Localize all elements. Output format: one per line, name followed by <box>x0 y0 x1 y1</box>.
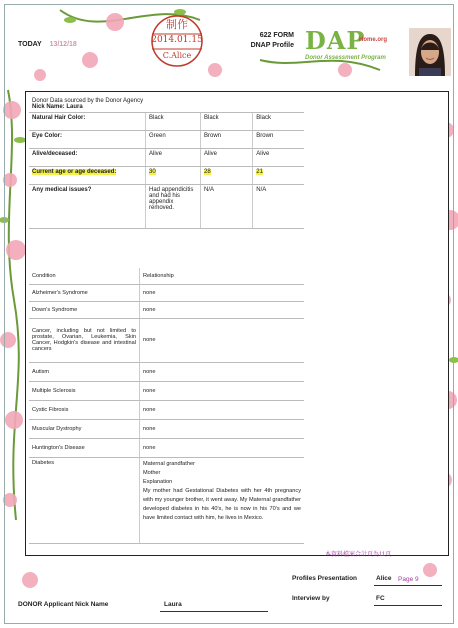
stamp-top-text: 制作 <box>166 18 188 31</box>
cell: N/A <box>201 185 253 229</box>
cell: Black <box>201 113 253 131</box>
source-note: Donor Data sourced by the Donor Agency <box>32 98 144 104</box>
logo-site: Home.org <box>359 37 388 43</box>
condition-cell: Diabetes <box>29 457 140 543</box>
cell-highlighted: 21 <box>256 169 263 175</box>
table-row <box>29 167 304 185</box>
form-number: 622 FORM <box>259 32 294 39</box>
relationship-cell: none <box>140 284 305 301</box>
presentation-underline <box>374 585 442 586</box>
relationship-cell: none <box>140 318 305 362</box>
form-name: DNAP Profile <box>250 42 294 49</box>
condition-cell: Alzheimer's Syndrome <box>29 284 140 301</box>
condition-cell: Huntington's Disease <box>29 438 140 457</box>
column-header: Condition <box>29 268 140 284</box>
row-label: Eye Color: <box>29 131 146 149</box>
cell: Brown <box>201 131 253 149</box>
table-row <box>29 381 304 400</box>
relationship-cell: none <box>140 301 305 318</box>
relationship-cell: none <box>140 400 305 419</box>
page-number: Page 9 <box>398 576 419 583</box>
condition-cell: Muscular Dystrophy <box>29 419 140 438</box>
cell: Had appendicitis and had his appendix removed. <box>146 185 201 229</box>
table-row <box>29 301 304 318</box>
table-row <box>29 457 304 543</box>
condition-cell: Down's Syndrome <box>29 301 140 318</box>
cell: Alive <box>146 149 201 167</box>
interview-label: Interview by <box>292 595 330 602</box>
relationship-cell: none <box>140 438 305 457</box>
cell: Black <box>253 113 304 131</box>
cell-highlighted: 30 <box>149 169 156 175</box>
table-row <box>29 362 304 381</box>
form-title <box>236 31 294 51</box>
row-label-highlighted: Current age or age deceased: <box>32 169 117 175</box>
interview-underline <box>374 605 442 606</box>
dap-logo <box>305 26 386 61</box>
presentation-label: Profiles Presentation <box>292 575 358 582</box>
table-header-row <box>29 268 304 284</box>
table-row <box>29 149 304 167</box>
cell: Green <box>146 131 201 149</box>
table-row <box>29 185 304 229</box>
logo-subtitle: Donor Assessment Program <box>305 55 386 61</box>
relationship-cell: none <box>140 419 305 438</box>
column-header: Relationship <box>140 268 305 284</box>
applicant-value: Laura <box>164 601 182 608</box>
row-label: Any medical issues? <box>29 185 146 229</box>
table-row <box>29 419 304 438</box>
cell: Alive <box>253 149 304 167</box>
condition-cell: Cancer, including but not limited to prostate, Ovarian, Leukemia, Skin Cancer, Hodgkin's disease and intestinal cancers <box>29 318 140 362</box>
table-row <box>29 400 304 419</box>
relationship-cell: none <box>140 362 305 381</box>
table-row <box>29 438 304 457</box>
cell: Alive <box>201 149 253 167</box>
source-row <box>29 96 304 113</box>
table-row <box>29 284 304 301</box>
condition-cell: Cystic Fibrosis <box>29 400 140 419</box>
stamp-name: C.Alice <box>162 51 192 60</box>
condition-cell: Autism <box>29 362 140 381</box>
cell: Brown <box>253 131 304 149</box>
approval-stamp <box>142 14 212 68</box>
table-row <box>29 318 304 362</box>
today-field <box>18 41 77 48</box>
applicant-underline <box>160 611 268 612</box>
cell: Black <box>146 113 201 131</box>
row-label: Natural Hair Color: <box>29 113 146 131</box>
row-label: Alive/deceased: <box>29 149 146 167</box>
table-row <box>29 131 304 149</box>
nick-name-line: Nick Name: Laura <box>32 104 83 110</box>
presentation-value: Alice <box>376 575 392 582</box>
today-value: 13/12/18 <box>49 41 77 48</box>
logo-text: DAP <box>305 26 366 55</box>
page-count-note: 本資料檔案合計頁為11頁 <box>325 552 392 558</box>
condition-cell: Multiple Sclerosis <box>29 381 140 400</box>
family-conditions-table <box>29 268 304 544</box>
donor-info-table <box>29 96 304 229</box>
applicant-label: DONOR Applicant Nick Name <box>18 601 109 608</box>
today-label: TODAY <box>18 41 42 48</box>
interview-value: FC <box>376 595 385 602</box>
donor-photo <box>409 28 451 76</box>
cell: N/A <box>253 185 304 229</box>
relationship-cell: Maternal grandfather Mother Explanation My mother had Gestational Diabetes with her 4th pregnancy with my younger brother, it went away. My Maternal grandfather developed diabetes in his 40's, he is now in his 70's and we have limited contact with him, he lives in Mexico. <box>140 457 305 543</box>
cell-highlighted: 28 <box>204 169 211 175</box>
stamp-date: 2014.01.15 <box>151 35 203 45</box>
relationship-cell: none <box>140 381 305 400</box>
table-row <box>29 113 304 131</box>
